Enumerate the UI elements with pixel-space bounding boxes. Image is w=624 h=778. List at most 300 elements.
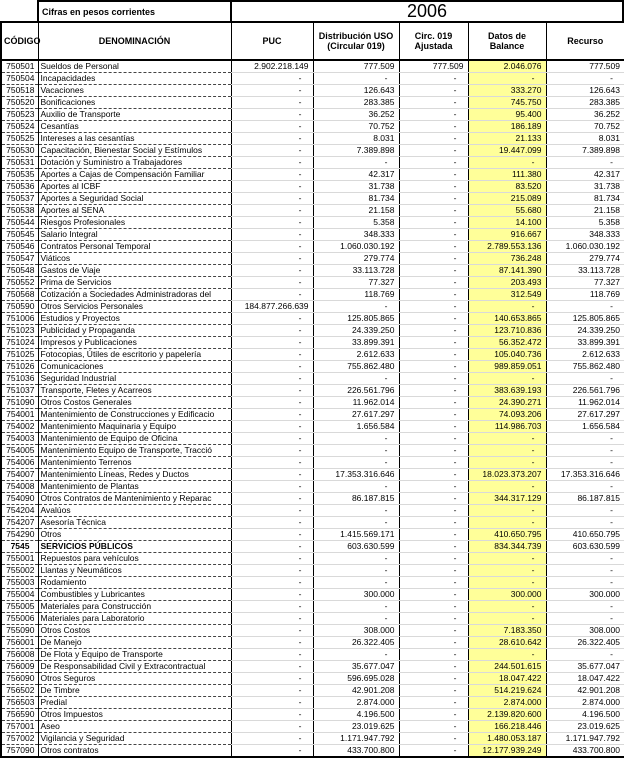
- cell-denominacion[interactable]: Mantenimiento Equipo de Transporte, Tracció: [38, 445, 231, 457]
- cell-distribucion-uso[interactable]: 23.019.625: [313, 721, 399, 733]
- cell-codigo[interactable]: 756009: [1, 661, 38, 673]
- cell-recurso[interactable]: -: [546, 73, 624, 85]
- header-recurso[interactable]: Recurso: [546, 22, 624, 60]
- cell-codigo[interactable]: 755090: [1, 625, 38, 637]
- cell-puc[interactable]: -: [231, 253, 313, 265]
- cell-denominacion[interactable]: Publicidad y Propaganda: [38, 325, 231, 337]
- cell-circ-019-ajustada[interactable]: -: [399, 589, 468, 601]
- cell-datos-de-balance[interactable]: 24.390.271: [468, 397, 546, 409]
- cell-codigo[interactable]: 750501: [1, 60, 38, 73]
- cell-recurso[interactable]: 18.047.422: [546, 673, 624, 685]
- cell-puc[interactable]: -: [231, 709, 313, 721]
- cell-recurso[interactable]: 23.019.625: [546, 721, 624, 733]
- cell-denominacion[interactable]: Riesgos Profesionales: [38, 217, 231, 229]
- cell-codigo[interactable]: 750590: [1, 301, 38, 313]
- cell-distribucion-uso[interactable]: 81.734: [313, 193, 399, 205]
- cell-recurso[interactable]: 755.862.480: [546, 361, 624, 373]
- cell-denominacion[interactable]: Comunicaciones: [38, 361, 231, 373]
- cell-datos-de-balance[interactable]: 203.493: [468, 277, 546, 289]
- cell-distribucion-uso[interactable]: 33.899.391: [313, 337, 399, 349]
- cell-distribucion-uso[interactable]: 27.617.297: [313, 409, 399, 421]
- cell-recurso[interactable]: -: [546, 649, 624, 661]
- cell-datos-de-balance[interactable]: 215.089: [468, 193, 546, 205]
- cell-puc[interactable]: -: [231, 745, 313, 758]
- cell-recurso[interactable]: 42.901.208: [546, 685, 624, 697]
- cell-distribucion-uso[interactable]: 226.561.796: [313, 385, 399, 397]
- cell-puc[interactable]: -: [231, 289, 313, 301]
- cell-distribucion-uso[interactable]: 70.752: [313, 121, 399, 133]
- cell-codigo[interactable]: 755005: [1, 601, 38, 613]
- cell-recurso[interactable]: -: [546, 505, 624, 517]
- cell-recurso[interactable]: -: [546, 481, 624, 493]
- cell-recurso[interactable]: 11.962.014: [546, 397, 624, 409]
- cell-recurso[interactable]: -: [546, 445, 624, 457]
- cell-puc[interactable]: -: [231, 685, 313, 697]
- cell-puc[interactable]: -: [231, 517, 313, 529]
- cell-datos-de-balance[interactable]: 2.874.000: [468, 697, 546, 709]
- cell-recurso[interactable]: 7.389.898: [546, 145, 624, 157]
- cell-recurso[interactable]: 118.769: [546, 289, 624, 301]
- cell-circ-019-ajustada[interactable]: -: [399, 325, 468, 337]
- cell-datos-de-balance[interactable]: 312.549: [468, 289, 546, 301]
- cell-denominacion[interactable]: Aportes al SENA: [38, 205, 231, 217]
- cell-puc[interactable]: -: [231, 85, 313, 97]
- cell-puc[interactable]: -: [231, 157, 313, 169]
- cell-puc[interactable]: -: [231, 121, 313, 133]
- cell-distribucion-uso[interactable]: 1.171.947.792: [313, 733, 399, 745]
- cell-recurso[interactable]: 1.171.947.792: [546, 733, 624, 745]
- cell-denominacion[interactable]: Predial: [38, 697, 231, 709]
- cell-recurso[interactable]: 279.774: [546, 253, 624, 265]
- cell-recurso[interactable]: 77.327: [546, 277, 624, 289]
- cell-recurso[interactable]: 86.187.815: [546, 493, 624, 505]
- cell-codigo[interactable]: 754005: [1, 445, 38, 457]
- cell-circ-019-ajustada[interactable]: -: [399, 157, 468, 169]
- cell-codigo[interactable]: 750552: [1, 277, 38, 289]
- cell-circ-019-ajustada[interactable]: -: [399, 733, 468, 745]
- cell-denominacion[interactable]: Seguridad Industrial: [38, 373, 231, 385]
- cell-puc[interactable]: 2.902.218.149: [231, 60, 313, 73]
- cell-denominacion[interactable]: Gastos de Viaje: [38, 265, 231, 277]
- cell-denominacion[interactable]: Dotación y Suministro a Trabajadores: [38, 157, 231, 169]
- cell-puc[interactable]: -: [231, 733, 313, 745]
- cell-recurso[interactable]: -: [546, 577, 624, 589]
- cell-denominacion[interactable]: Combustibles y Lubricantes: [38, 589, 231, 601]
- cell-datos-de-balance[interactable]: -: [468, 553, 546, 565]
- cell-recurso[interactable]: 35.677.047: [546, 661, 624, 673]
- cell-distribucion-uso[interactable]: -: [313, 73, 399, 85]
- cell-distribucion-uso[interactable]: 755.862.480: [313, 361, 399, 373]
- cell-circ-019-ajustada[interactable]: -: [399, 133, 468, 145]
- cell-codigo[interactable]: 755003: [1, 577, 38, 589]
- cell-distribucion-uso[interactable]: -: [313, 481, 399, 493]
- cell-datos-de-balance[interactable]: 87.141.390: [468, 265, 546, 277]
- cell-codigo[interactable]: 750535: [1, 169, 38, 181]
- cell-datos-de-balance[interactable]: -: [468, 157, 546, 169]
- cell-circ-019-ajustada[interactable]: -: [399, 541, 468, 553]
- cell-codigo[interactable]: 750537: [1, 193, 38, 205]
- cell-denominacion[interactable]: Mantenimiento Terrenos: [38, 457, 231, 469]
- cell-recurso[interactable]: 81.734: [546, 193, 624, 205]
- cell-datos-de-balance[interactable]: 383.639.193: [468, 385, 546, 397]
- cell-codigo[interactable]: 750523: [1, 109, 38, 121]
- cell-recurso[interactable]: -: [546, 613, 624, 625]
- header-denominacion[interactable]: DENOMINACIÓN: [38, 22, 231, 60]
- cell-denominacion[interactable]: Capacitación, Bienestar Social y Estímulos: [38, 145, 231, 157]
- cell-codigo[interactable]: 750518: [1, 85, 38, 97]
- cell-circ-019-ajustada[interactable]: -: [399, 745, 468, 758]
- cell-codigo[interactable]: 756590: [1, 709, 38, 721]
- cell-puc[interactable]: -: [231, 493, 313, 505]
- cell-distribucion-uso[interactable]: -: [313, 373, 399, 385]
- cell-denominacion[interactable]: Aportes al ICBF: [38, 181, 231, 193]
- cell-puc[interactable]: -: [231, 661, 313, 673]
- cell-denominacion[interactable]: Incapacidades: [38, 73, 231, 85]
- cell-circ-019-ajustada[interactable]: -: [399, 277, 468, 289]
- cell-datos-de-balance[interactable]: 74.093.206: [468, 409, 546, 421]
- cell-denominacion[interactable]: Mantenimiento de Plantas: [38, 481, 231, 493]
- cell-distribucion-uso[interactable]: 283.385: [313, 97, 399, 109]
- cell-datos-de-balance[interactable]: 28.610.642: [468, 637, 546, 649]
- cell-circ-019-ajustada[interactable]: -: [399, 697, 468, 709]
- cell-denominacion[interactable]: Intereses a las cesantías: [38, 133, 231, 145]
- cell-denominacion[interactable]: Otros Impuestos: [38, 709, 231, 721]
- cell-datos-de-balance[interactable]: -: [468, 577, 546, 589]
- cell-datos-de-balance[interactable]: 410.650.795: [468, 529, 546, 541]
- cell-circ-019-ajustada[interactable]: -: [399, 433, 468, 445]
- cell-codigo[interactable]: 757001: [1, 721, 38, 733]
- cell-circ-019-ajustada[interactable]: -: [399, 565, 468, 577]
- cell-codigo[interactable]: 757002: [1, 733, 38, 745]
- cell-circ-019-ajustada[interactable]: -: [399, 601, 468, 613]
- header-codigo[interactable]: CÓDIGO: [1, 22, 38, 60]
- cell-recurso[interactable]: 777.509: [546, 60, 624, 73]
- cell-denominacion[interactable]: Prima de Servicios: [38, 277, 231, 289]
- cell-datos-de-balance[interactable]: -: [468, 457, 546, 469]
- cell-datos-de-balance[interactable]: 19.447.099: [468, 145, 546, 157]
- cell-distribucion-uso[interactable]: 433.700.800: [313, 745, 399, 758]
- cell-denominacion[interactable]: Otros contratos: [38, 745, 231, 758]
- cell-puc[interactable]: -: [231, 193, 313, 205]
- cell-circ-019-ajustada[interactable]: -: [399, 469, 468, 481]
- cell-distribucion-uso[interactable]: 348.333: [313, 229, 399, 241]
- cell-denominacion[interactable]: De Timbre: [38, 685, 231, 697]
- cell-circ-019-ajustada[interactable]: -: [399, 649, 468, 661]
- cell-puc[interactable]: -: [231, 313, 313, 325]
- cell-distribucion-uso[interactable]: -: [313, 649, 399, 661]
- cell-codigo[interactable]: 750524: [1, 121, 38, 133]
- currency-note-cell[interactable]: [37, 0, 230, 21]
- cell-puc[interactable]: -: [231, 97, 313, 109]
- cell-datos-de-balance[interactable]: 105.040.736: [468, 349, 546, 361]
- cell-denominacion[interactable]: Aseo: [38, 721, 231, 733]
- cell-codigo[interactable]: 755004: [1, 589, 38, 601]
- cell-codigo[interactable]: 756503: [1, 697, 38, 709]
- cell-puc[interactable]: -: [231, 673, 313, 685]
- cell-distribucion-uso[interactable]: -: [313, 565, 399, 577]
- cell-distribucion-uso[interactable]: 2.612.633: [313, 349, 399, 361]
- cell-datos-de-balance[interactable]: 7.183.350: [468, 625, 546, 637]
- cell-circ-019-ajustada[interactable]: -: [399, 265, 468, 277]
- cell-circ-019-ajustada[interactable]: -: [399, 193, 468, 205]
- cell-codigo[interactable]: 751006: [1, 313, 38, 325]
- cell-denominacion[interactable]: Impresos y Publicaciones: [38, 337, 231, 349]
- cell-denominacion[interactable]: Transporte, Fletes y Acarreos: [38, 385, 231, 397]
- cell-denominacion[interactable]: Otros: [38, 529, 231, 541]
- cell-datos-de-balance[interactable]: -: [468, 73, 546, 85]
- cell-puc[interactable]: -: [231, 409, 313, 421]
- cell-puc[interactable]: -: [231, 229, 313, 241]
- cell-circ-019-ajustada[interactable]: -: [399, 373, 468, 385]
- cell-recurso[interactable]: 1.656.584: [546, 421, 624, 433]
- cell-datos-de-balance[interactable]: 344.317.129: [468, 493, 546, 505]
- cell-puc[interactable]: -: [231, 361, 313, 373]
- cell-recurso[interactable]: 31.738: [546, 181, 624, 193]
- cell-datos-de-balance[interactable]: 2.789.553.136: [468, 241, 546, 253]
- cell-codigo[interactable]: 754007: [1, 469, 38, 481]
- cell-denominacion[interactable]: Rodamiento: [38, 577, 231, 589]
- cell-distribucion-uso[interactable]: -: [313, 613, 399, 625]
- cell-puc[interactable]: -: [231, 265, 313, 277]
- cell-circ-019-ajustada[interactable]: -: [399, 169, 468, 181]
- cell-datos-de-balance[interactable]: 300.000: [468, 589, 546, 601]
- header-circ-019-ajustada[interactable]: Circ. 019 Ajustada: [399, 22, 468, 60]
- cell-recurso[interactable]: 410.650.795: [546, 529, 624, 541]
- cell-circ-019-ajustada[interactable]: -: [399, 289, 468, 301]
- cell-recurso[interactable]: 5.358: [546, 217, 624, 229]
- cell-denominacion[interactable]: Bonificaciones: [38, 97, 231, 109]
- cell-circ-019-ajustada[interactable]: -: [399, 505, 468, 517]
- cell-circ-019-ajustada[interactable]: -: [399, 301, 468, 313]
- cell-puc[interactable]: -: [231, 637, 313, 649]
- cell-codigo[interactable]: 757090: [1, 745, 38, 758]
- cell-circ-019-ajustada[interactable]: -: [399, 385, 468, 397]
- cell-codigo[interactable]: 750536: [1, 181, 38, 193]
- cell-recurso[interactable]: 226.561.796: [546, 385, 624, 397]
- cell-denominacion[interactable]: Aportes a Cajas de Compensación Familiar: [38, 169, 231, 181]
- cell-datos-de-balance[interactable]: -: [468, 601, 546, 613]
- cell-codigo[interactable]: 756090: [1, 673, 38, 685]
- cell-denominacion[interactable]: Mantenimiento Líneas, Redes y Ductos: [38, 469, 231, 481]
- cell-denominacion[interactable]: Avalúos: [38, 505, 231, 517]
- cell-codigo[interactable]: 750538: [1, 205, 38, 217]
- cell-puc[interactable]: -: [231, 457, 313, 469]
- cell-datos-de-balance[interactable]: 186.189: [468, 121, 546, 133]
- cell-denominacion[interactable]: Otros Contratos de Mantenimiento y Reparac: [38, 493, 231, 505]
- cell-denominacion[interactable]: Estudios y Proyectos: [38, 313, 231, 325]
- cell-distribucion-uso[interactable]: 36.252: [313, 109, 399, 121]
- cell-datos-de-balance[interactable]: -: [468, 613, 546, 625]
- cell-codigo[interactable]: 750545: [1, 229, 38, 241]
- cell-datos-de-balance[interactable]: -: [468, 373, 546, 385]
- cell-distribucion-uso[interactable]: 4.196.500: [313, 709, 399, 721]
- cell-codigo[interactable]: 750531: [1, 157, 38, 169]
- cell-denominacion[interactable]: Llantas y Neumáticos: [38, 565, 231, 577]
- cell-puc[interactable]: -: [231, 565, 313, 577]
- cell-denominacion[interactable]: Otros Costos: [38, 625, 231, 637]
- cell-denominacion[interactable]: Materiales para Construcción: [38, 601, 231, 613]
- cell-codigo[interactable]: 754008: [1, 481, 38, 493]
- cell-recurso[interactable]: -: [546, 457, 624, 469]
- cell-recurso[interactable]: 8.031: [546, 133, 624, 145]
- cell-codigo[interactable]: 754002: [1, 421, 38, 433]
- cell-datos-de-balance[interactable]: -: [468, 301, 546, 313]
- cell-denominacion[interactable]: Mantenimiento de Construcciones y Edificacio: [38, 409, 231, 421]
- cell-distribucion-uso[interactable]: 77.327: [313, 277, 399, 289]
- cell-codigo[interactable]: 751024: [1, 337, 38, 349]
- cell-distribucion-uso[interactable]: -: [313, 601, 399, 613]
- cell-recurso[interactable]: -: [546, 565, 624, 577]
- cell-denominacion[interactable]: Asesoría Técnica: [38, 517, 231, 529]
- cell-circ-019-ajustada[interactable]: -: [399, 361, 468, 373]
- cell-circ-019-ajustada[interactable]: -: [399, 613, 468, 625]
- cell-datos-de-balance[interactable]: 333.270: [468, 85, 546, 97]
- cell-circ-019-ajustada[interactable]: -: [399, 205, 468, 217]
- cell-datos-de-balance[interactable]: 95.400: [468, 109, 546, 121]
- cell-distribucion-uso[interactable]: 603.630.599: [313, 541, 399, 553]
- cell-circ-019-ajustada[interactable]: -: [399, 337, 468, 349]
- cell-distribucion-uso[interactable]: 1.415.569.171: [313, 529, 399, 541]
- cell-circ-019-ajustada[interactable]: -: [399, 637, 468, 649]
- cell-codigo[interactable]: 750525: [1, 133, 38, 145]
- cell-datos-de-balance[interactable]: 2.046.076: [468, 60, 546, 73]
- cell-datos-de-balance[interactable]: 55.680: [468, 205, 546, 217]
- cell-datos-de-balance[interactable]: -: [468, 481, 546, 493]
- cell-circ-019-ajustada[interactable]: -: [399, 181, 468, 193]
- cell-puc[interactable]: -: [231, 481, 313, 493]
- cell-puc[interactable]: -: [231, 373, 313, 385]
- cell-recurso[interactable]: 27.617.297: [546, 409, 624, 421]
- cell-puc[interactable]: -: [231, 325, 313, 337]
- cell-codigo[interactable]: 754204: [1, 505, 38, 517]
- cell-circ-019-ajustada[interactable]: -: [399, 109, 468, 121]
- cell-puc[interactable]: -: [231, 217, 313, 229]
- cell-distribucion-uso[interactable]: -: [313, 433, 399, 445]
- cell-circ-019-ajustada[interactable]: -: [399, 685, 468, 697]
- cell-codigo[interactable]: 751036: [1, 373, 38, 385]
- cell-recurso[interactable]: 24.339.250: [546, 325, 624, 337]
- cell-puc[interactable]: -: [231, 613, 313, 625]
- cell-recurso[interactable]: 26.322.405: [546, 637, 624, 649]
- cell-datos-de-balance[interactable]: 18.047.422: [468, 673, 546, 685]
- year-merged-cell[interactable]: [230, 0, 624, 21]
- cell-denominacion[interactable]: Otros Costos Generales: [38, 397, 231, 409]
- cell-distribucion-uso[interactable]: -: [313, 517, 399, 529]
- cell-distribucion-uso[interactable]: 777.509: [313, 60, 399, 73]
- cell-datos-de-balance[interactable]: -: [468, 649, 546, 661]
- cell-circ-019-ajustada[interactable]: -: [399, 349, 468, 361]
- cell-datos-de-balance[interactable]: -: [468, 505, 546, 517]
- cell-recurso[interactable]: 33.899.391: [546, 337, 624, 349]
- cell-distribucion-uso[interactable]: 42.901.208: [313, 685, 399, 697]
- cell-codigo[interactable]: 750530: [1, 145, 38, 157]
- cell-datos-de-balance[interactable]: -: [468, 433, 546, 445]
- cell-circ-019-ajustada[interactable]: -: [399, 457, 468, 469]
- cell-distribucion-uso[interactable]: 596.695.028: [313, 673, 399, 685]
- cell-circ-019-ajustada[interactable]: -: [399, 313, 468, 325]
- cell-datos-de-balance[interactable]: 834.344.739: [468, 541, 546, 553]
- cell-recurso[interactable]: 17.353.316.646: [546, 469, 624, 481]
- cell-distribucion-uso[interactable]: -: [313, 457, 399, 469]
- cell-distribucion-uso[interactable]: -: [313, 445, 399, 457]
- cell-distribucion-uso[interactable]: 7.389.898: [313, 145, 399, 157]
- cell-codigo[interactable]: 754001: [1, 409, 38, 421]
- cell-recurso[interactable]: 125.805.865: [546, 313, 624, 325]
- cell-recurso[interactable]: 300.000: [546, 589, 624, 601]
- cell-circ-019-ajustada[interactable]: -: [399, 253, 468, 265]
- cell-datos-de-balance[interactable]: 736.248: [468, 253, 546, 265]
- cell-datos-de-balance[interactable]: 2.139.820.600: [468, 709, 546, 721]
- cell-recurso[interactable]: 603.630.599: [546, 541, 624, 553]
- cell-datos-de-balance[interactable]: 18.023.373.207: [468, 469, 546, 481]
- cell-distribucion-uso[interactable]: 125.805.865: [313, 313, 399, 325]
- cell-datos-de-balance[interactable]: 114.986.703: [468, 421, 546, 433]
- cell-distribucion-uso[interactable]: 126.643: [313, 85, 399, 97]
- cell-datos-de-balance[interactable]: 21.133: [468, 133, 546, 145]
- cell-recurso[interactable]: -: [546, 601, 624, 613]
- cell-codigo[interactable]: 755002: [1, 565, 38, 577]
- cell-codigo[interactable]: 756001: [1, 637, 38, 649]
- cell-puc[interactable]: -: [231, 529, 313, 541]
- cell-distribucion-uso[interactable]: 33.113.728: [313, 265, 399, 277]
- cell-distribucion-uso[interactable]: 308.000: [313, 625, 399, 637]
- cell-codigo[interactable]: 750548: [1, 265, 38, 277]
- cell-datos-de-balance[interactable]: 745.750: [468, 97, 546, 109]
- cell-puc[interactable]: -: [231, 601, 313, 613]
- cell-codigo[interactable]: 754006: [1, 457, 38, 469]
- cell-circ-019-ajustada[interactable]: -: [399, 217, 468, 229]
- cell-distribucion-uso[interactable]: -: [313, 553, 399, 565]
- cell-puc[interactable]: -: [231, 589, 313, 601]
- cell-circ-019-ajustada[interactable]: -: [399, 145, 468, 157]
- cell-distribucion-uso[interactable]: 42.317: [313, 169, 399, 181]
- cell-denominacion[interactable]: Sueldos de Personal: [38, 60, 231, 73]
- header-distribucion-uso[interactable]: Distribución USO (Circular 019): [313, 22, 399, 60]
- cell-recurso[interactable]: -: [546, 373, 624, 385]
- cell-circ-019-ajustada[interactable]: -: [399, 409, 468, 421]
- cell-datos-de-balance[interactable]: 514.219.624: [468, 685, 546, 697]
- cell-distribucion-uso[interactable]: 1.060.030.192: [313, 241, 399, 253]
- cell-circ-019-ajustada[interactable]: -: [399, 517, 468, 529]
- cell-denominacion[interactable]: Viáticos: [38, 253, 231, 265]
- cell-denominacion[interactable]: Aportes a Seguridad Social: [38, 193, 231, 205]
- cell-codigo[interactable]: 750520: [1, 97, 38, 109]
- cell-denominacion[interactable]: Auxilio de Transporte: [38, 109, 231, 121]
- cell-datos-de-balance[interactable]: 83.520: [468, 181, 546, 193]
- cell-recurso[interactable]: 348.333: [546, 229, 624, 241]
- cell-recurso[interactable]: -: [546, 433, 624, 445]
- cell-puc[interactable]: -: [231, 385, 313, 397]
- cell-puc[interactable]: -: [231, 133, 313, 145]
- cell-denominacion[interactable]: Vigilancia y Seguridad: [38, 733, 231, 745]
- cell-puc[interactable]: -: [231, 553, 313, 565]
- cell-puc[interactable]: -: [231, 349, 313, 361]
- cell-puc[interactable]: -: [231, 433, 313, 445]
- cell-denominacion[interactable]: De Responsabilidad Civil y Extracontractual: [38, 661, 231, 673]
- cell-codigo[interactable]: 750546: [1, 241, 38, 253]
- cell-codigo[interactable]: 751090: [1, 397, 38, 409]
- cell-distribucion-uso[interactable]: 8.031: [313, 133, 399, 145]
- cell-puc[interactable]: -: [231, 697, 313, 709]
- cell-datos-de-balance[interactable]: 123.710.836: [468, 325, 546, 337]
- cell-recurso[interactable]: -: [546, 553, 624, 565]
- cell-puc[interactable]: -: [231, 505, 313, 517]
- cell-datos-de-balance[interactable]: 111.380: [468, 169, 546, 181]
- cell-puc[interactable]: -: [231, 277, 313, 289]
- cell-puc[interactable]: -: [231, 721, 313, 733]
- cell-codigo[interactable]: 754290: [1, 529, 38, 541]
- cell-circ-019-ajustada[interactable]: -: [399, 73, 468, 85]
